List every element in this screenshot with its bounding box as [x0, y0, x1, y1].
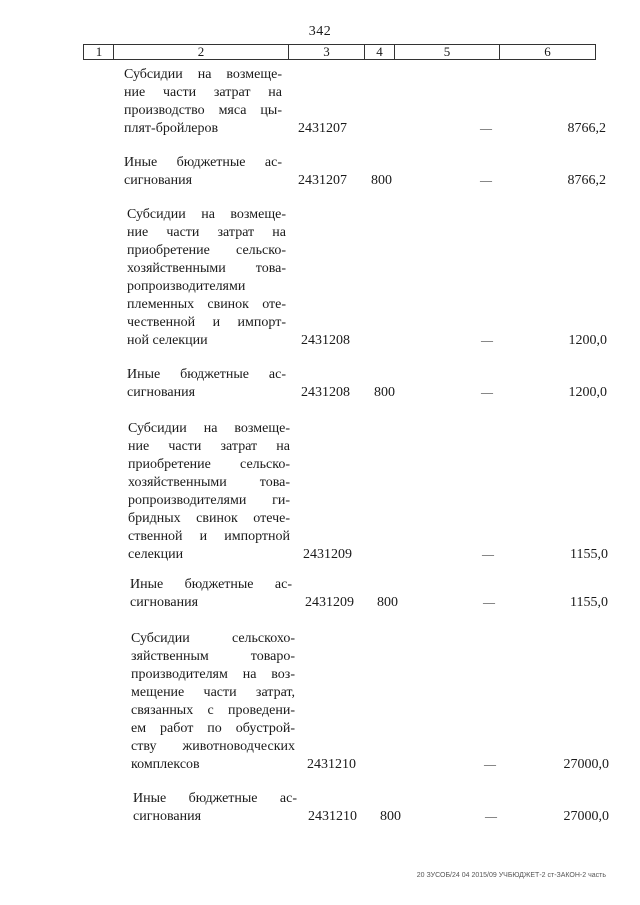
- row-code: 2431208: [301, 385, 350, 400]
- row-description: [127, 366, 286, 402]
- description-line: ропроизводителями ги-: [128, 493, 290, 508]
- row-amount: 1155,0: [570, 547, 608, 562]
- description-line: ству животноводческих: [131, 739, 295, 754]
- description-line: ственной и импортной: [128, 529, 290, 544]
- description-line: комплексов: [131, 757, 200, 772]
- row-amount: 27000,0: [563, 809, 609, 824]
- description-line: плят-бройлеров: [124, 121, 219, 136]
- description-line: Субсидии на возмеще-: [128, 421, 290, 436]
- row-amount: 1200,0: [568, 333, 607, 348]
- row-col5-dash: —: [484, 757, 496, 771]
- row-expense-type: 800: [377, 595, 398, 610]
- row-description: [133, 790, 297, 826]
- description-line: Субсидии сельскохо-: [131, 631, 295, 646]
- description-line: сигнования: [130, 595, 199, 610]
- row-col5-dash: —: [481, 333, 493, 347]
- description-line: Иные бюджетные ас-: [127, 367, 286, 382]
- description-line: ние части затрат на: [128, 439, 290, 454]
- description-line: хозяйственными това-: [127, 261, 286, 276]
- description-line: хозяйственными това-: [128, 475, 290, 490]
- description-line: племенных свинок оте-: [127, 297, 286, 312]
- row-expense-type: 800: [374, 385, 395, 400]
- row-code: 2431207: [298, 173, 347, 188]
- description-line: производителям на воз-: [131, 667, 295, 682]
- row-description: [128, 420, 290, 564]
- row-description: [124, 154, 282, 190]
- description-line: Иные бюджетные ас-: [130, 577, 292, 592]
- description-line: сигнования: [133, 809, 202, 824]
- row-col5-dash: —: [480, 173, 492, 187]
- row-amount: 8766,2: [567, 173, 606, 188]
- description-line: ние части затрат на: [124, 85, 282, 100]
- header-col-3: 3: [323, 44, 330, 59]
- description-line: Субсидии на возмеще-: [127, 207, 286, 222]
- description-line: мещение части затрат,: [131, 685, 295, 700]
- row-code: 2431208: [301, 333, 350, 348]
- description-line: связанных с проведени-: [131, 703, 295, 718]
- header-col-5: 5: [443, 44, 451, 59]
- row-code: 2431210: [308, 809, 357, 824]
- row-amount: 1200,0: [568, 385, 607, 400]
- row-description: [124, 66, 282, 138]
- description-line: ние части затрат на: [127, 225, 286, 240]
- row-description: [130, 576, 292, 612]
- description-line: Субсидии на возмеще-: [124, 67, 282, 82]
- header-col-4: 4: [376, 44, 383, 59]
- row-expense-type: 800: [371, 173, 392, 188]
- row-col5-dash: —: [485, 809, 497, 823]
- row-expense-type: 800: [380, 809, 401, 824]
- description-line: сигнования: [124, 173, 193, 188]
- description-line: зяйственным товаро-: [131, 649, 295, 664]
- description-line: селекции: [128, 547, 184, 562]
- description-line: чественной и импорт-: [127, 315, 286, 330]
- page-number: 342: [308, 24, 332, 39]
- row-col5-dash: —: [480, 121, 492, 135]
- header-col-1: 1: [95, 44, 103, 59]
- description-line: Иные бюджетные ас-: [124, 155, 282, 170]
- description-line: ем работ по обустрой-: [131, 721, 295, 736]
- row-code: 2431209: [305, 595, 354, 610]
- header-col-6: 6: [544, 44, 551, 59]
- row-code: 2431207: [298, 121, 347, 136]
- row-amount: 1155,0: [570, 595, 608, 610]
- row-code: 2431210: [307, 757, 356, 772]
- description-line: бридных свинок отече-: [128, 511, 290, 526]
- description-line: приобретение сельско-: [127, 243, 286, 258]
- description-line: Иные бюджетные ас-: [133, 791, 297, 806]
- row-description: [131, 630, 295, 774]
- row-description: [127, 206, 286, 350]
- row-col5-dash: —: [483, 595, 495, 609]
- description-line: сигнования: [127, 385, 196, 400]
- description-line: ной селекции: [127, 333, 208, 348]
- table-header: [83, 44, 596, 60]
- row-col5-dash: —: [481, 385, 493, 399]
- description-line: ропроизводителями: [127, 279, 246, 294]
- document-footer: 20 ЗУСОБ/24 04 2015/09 УЧБЮДЖЕТ-2 ст-ЗАКОН-2 часть: [416, 872, 606, 879]
- row-amount: 27000,0: [563, 757, 609, 772]
- row-code: 2431209: [303, 547, 352, 562]
- row-col5-dash: —: [482, 547, 494, 561]
- header-col-2: 2: [197, 44, 205, 59]
- description-line: производство мяса цы-: [124, 103, 282, 118]
- description-line: приобретение сельско-: [128, 457, 290, 472]
- row-amount: 8766,2: [567, 121, 606, 136]
